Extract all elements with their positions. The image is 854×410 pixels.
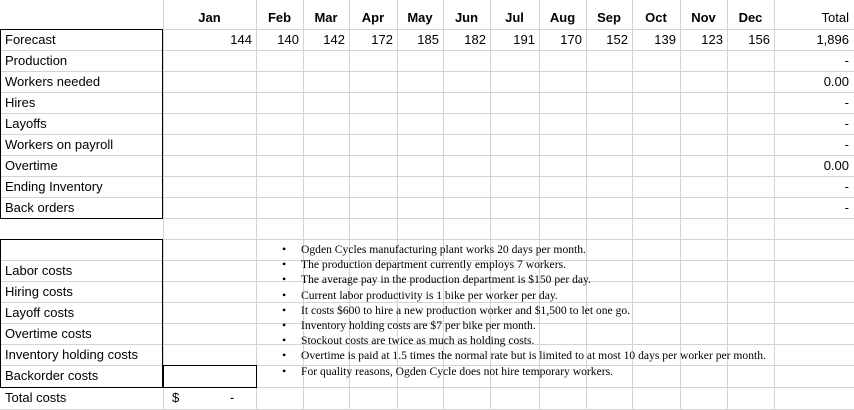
month-header-dec[interactable]: Dec bbox=[738, 10, 763, 25]
forecast-cell[interactable]: 123 bbox=[701, 32, 723, 47]
row-label-overtime[interactable]: Overtime bbox=[5, 158, 58, 173]
bullet-icon: • bbox=[282, 348, 287, 363]
note-text: The production department currently employs 7 workers. bbox=[301, 258, 566, 272]
month-header-jul[interactable]: Jul bbox=[505, 10, 524, 25]
note-item bbox=[282, 333, 842, 348]
bullet-icon: • bbox=[282, 257, 287, 272]
rows-label-border bbox=[0, 29, 163, 219]
note-item bbox=[282, 272, 842, 287]
cost-label-total-costs[interactable]: Total costs bbox=[5, 390, 67, 405]
forecast-cell[interactable]: 152 bbox=[606, 32, 628, 47]
note-item bbox=[282, 318, 842, 333]
note-text: The average pay in the production department is $150 per day. bbox=[301, 273, 591, 287]
note-text: For quality reasons, Ogden Cycle does not hire temporary workers. bbox=[301, 364, 613, 378]
bullet-icon: • bbox=[282, 363, 287, 378]
month-header-feb[interactable]: Feb bbox=[267, 10, 292, 25]
grid-column-line bbox=[163, 0, 164, 409]
note-text: Ogden Cycles manufacturing plant works 20 days per month. bbox=[301, 243, 586, 256]
month-header-sep[interactable]: Sep bbox=[597, 10, 621, 25]
cost-label-inventory-holding-costs[interactable]: Inventory holding costs bbox=[5, 347, 138, 362]
total-cell[interactable]: - bbox=[844, 116, 849, 131]
forecast-cell[interactable]: 191 bbox=[513, 32, 535, 47]
bullet-icon: • bbox=[282, 272, 287, 287]
currency-symbol: $ bbox=[172, 390, 180, 405]
month-header-may[interactable]: May bbox=[407, 10, 433, 25]
forecast-cell[interactable]: 142 bbox=[323, 32, 345, 47]
row-label-back-orders[interactable]: Back orders bbox=[5, 200, 75, 215]
note-item bbox=[282, 242, 842, 257]
forecast-cell[interactable]: 140 bbox=[277, 32, 299, 47]
bullet-icon: • bbox=[282, 287, 287, 302]
costs-label-border bbox=[0, 239, 163, 388]
note-text: Inventory holding costs are $7 per bike per month. bbox=[301, 318, 536, 332]
note-text: It costs $600 to hire a new production worker and $1,500 to let one go. bbox=[301, 303, 631, 317]
note-item bbox=[282, 348, 842, 363]
month-header-oct[interactable]: Oct bbox=[645, 10, 667, 25]
row-label-production[interactable]: Production bbox=[5, 53, 68, 68]
note-item bbox=[282, 288, 842, 303]
notes-textbox bbox=[282, 242, 842, 379]
forecast-cell[interactable]: 170 bbox=[560, 32, 582, 47]
forecast-cell[interactable]: 182 bbox=[464, 32, 486, 47]
cost-label-labor-costs[interactable]: Labor costs bbox=[5, 263, 73, 278]
forecast-cell[interactable]: 185 bbox=[417, 32, 439, 47]
bullet-icon: • bbox=[282, 242, 287, 256]
month-header-aug[interactable]: Aug bbox=[549, 10, 576, 25]
cost-label-layoff-costs[interactable]: Layoff costs bbox=[5, 305, 75, 320]
month-header-mar[interactable]: Mar bbox=[314, 10, 338, 25]
total-cell[interactable]: - bbox=[844, 95, 849, 110]
forecast-cell[interactable]: 139 bbox=[654, 32, 676, 47]
note-text: Current labor productivity is 1 bike per worker per day. bbox=[301, 288, 558, 302]
month-header-jan[interactable]: Jan bbox=[198, 10, 221, 25]
total-cost-value[interactable]: - bbox=[229, 390, 235, 405]
note-text: Overtime is paid at 1.5 times the normal rate but is limited to at most 10 days per worker per month. bbox=[301, 349, 766, 363]
total-cell[interactable]: - bbox=[844, 137, 849, 152]
total-cell[interactable]: - bbox=[844, 53, 849, 68]
row-label-workers-needed[interactable]: Workers needed bbox=[5, 74, 101, 89]
cost-label-hiring-costs[interactable]: Hiring costs bbox=[5, 284, 73, 299]
note-item bbox=[282, 257, 842, 272]
forecast-cell[interactable]: 144 bbox=[230, 32, 252, 47]
row-label-ending-inventory[interactable]: Ending Inventory bbox=[5, 179, 103, 194]
forecast-cell[interactable]: 172 bbox=[371, 32, 393, 47]
month-header-apr[interactable]: Apr bbox=[361, 10, 385, 25]
bullet-icon: • bbox=[282, 317, 287, 332]
note-item bbox=[282, 364, 842, 379]
total-cell[interactable]: 0.00 bbox=[823, 74, 849, 89]
cost-label-backorder-costs[interactable]: Backorder costs bbox=[5, 368, 99, 383]
row-label-forecast[interactable]: Forecast bbox=[5, 32, 56, 47]
bullet-icon: • bbox=[282, 333, 287, 348]
total-cell[interactable]: 1,896 bbox=[816, 32, 849, 47]
bullet-icon: • bbox=[282, 302, 287, 317]
total-cell[interactable]: - bbox=[844, 200, 849, 215]
total-header[interactable]: Total bbox=[821, 10, 849, 25]
row-label-workers-on-payroll[interactable]: Workers on payroll bbox=[5, 137, 114, 152]
total-costs-border bbox=[163, 365, 257, 388]
cost-label-overtime-costs[interactable]: Overtime costs bbox=[5, 326, 92, 341]
month-header-nov[interactable]: Nov bbox=[691, 10, 716, 25]
grid-column-line bbox=[256, 0, 257, 409]
note-text: Stockout costs are twice as much as holding costs. bbox=[301, 334, 535, 348]
note-item bbox=[282, 303, 842, 318]
row-label-hires[interactable]: Hires bbox=[5, 95, 36, 110]
row-label-layoffs[interactable]: Layoffs bbox=[5, 116, 47, 131]
forecast-cell[interactable]: 156 bbox=[748, 32, 770, 47]
total-cell[interactable]: - bbox=[844, 179, 849, 194]
month-header-jun[interactable]: Jun bbox=[454, 10, 479, 25]
total-cell[interactable]: 0.00 bbox=[823, 158, 849, 173]
